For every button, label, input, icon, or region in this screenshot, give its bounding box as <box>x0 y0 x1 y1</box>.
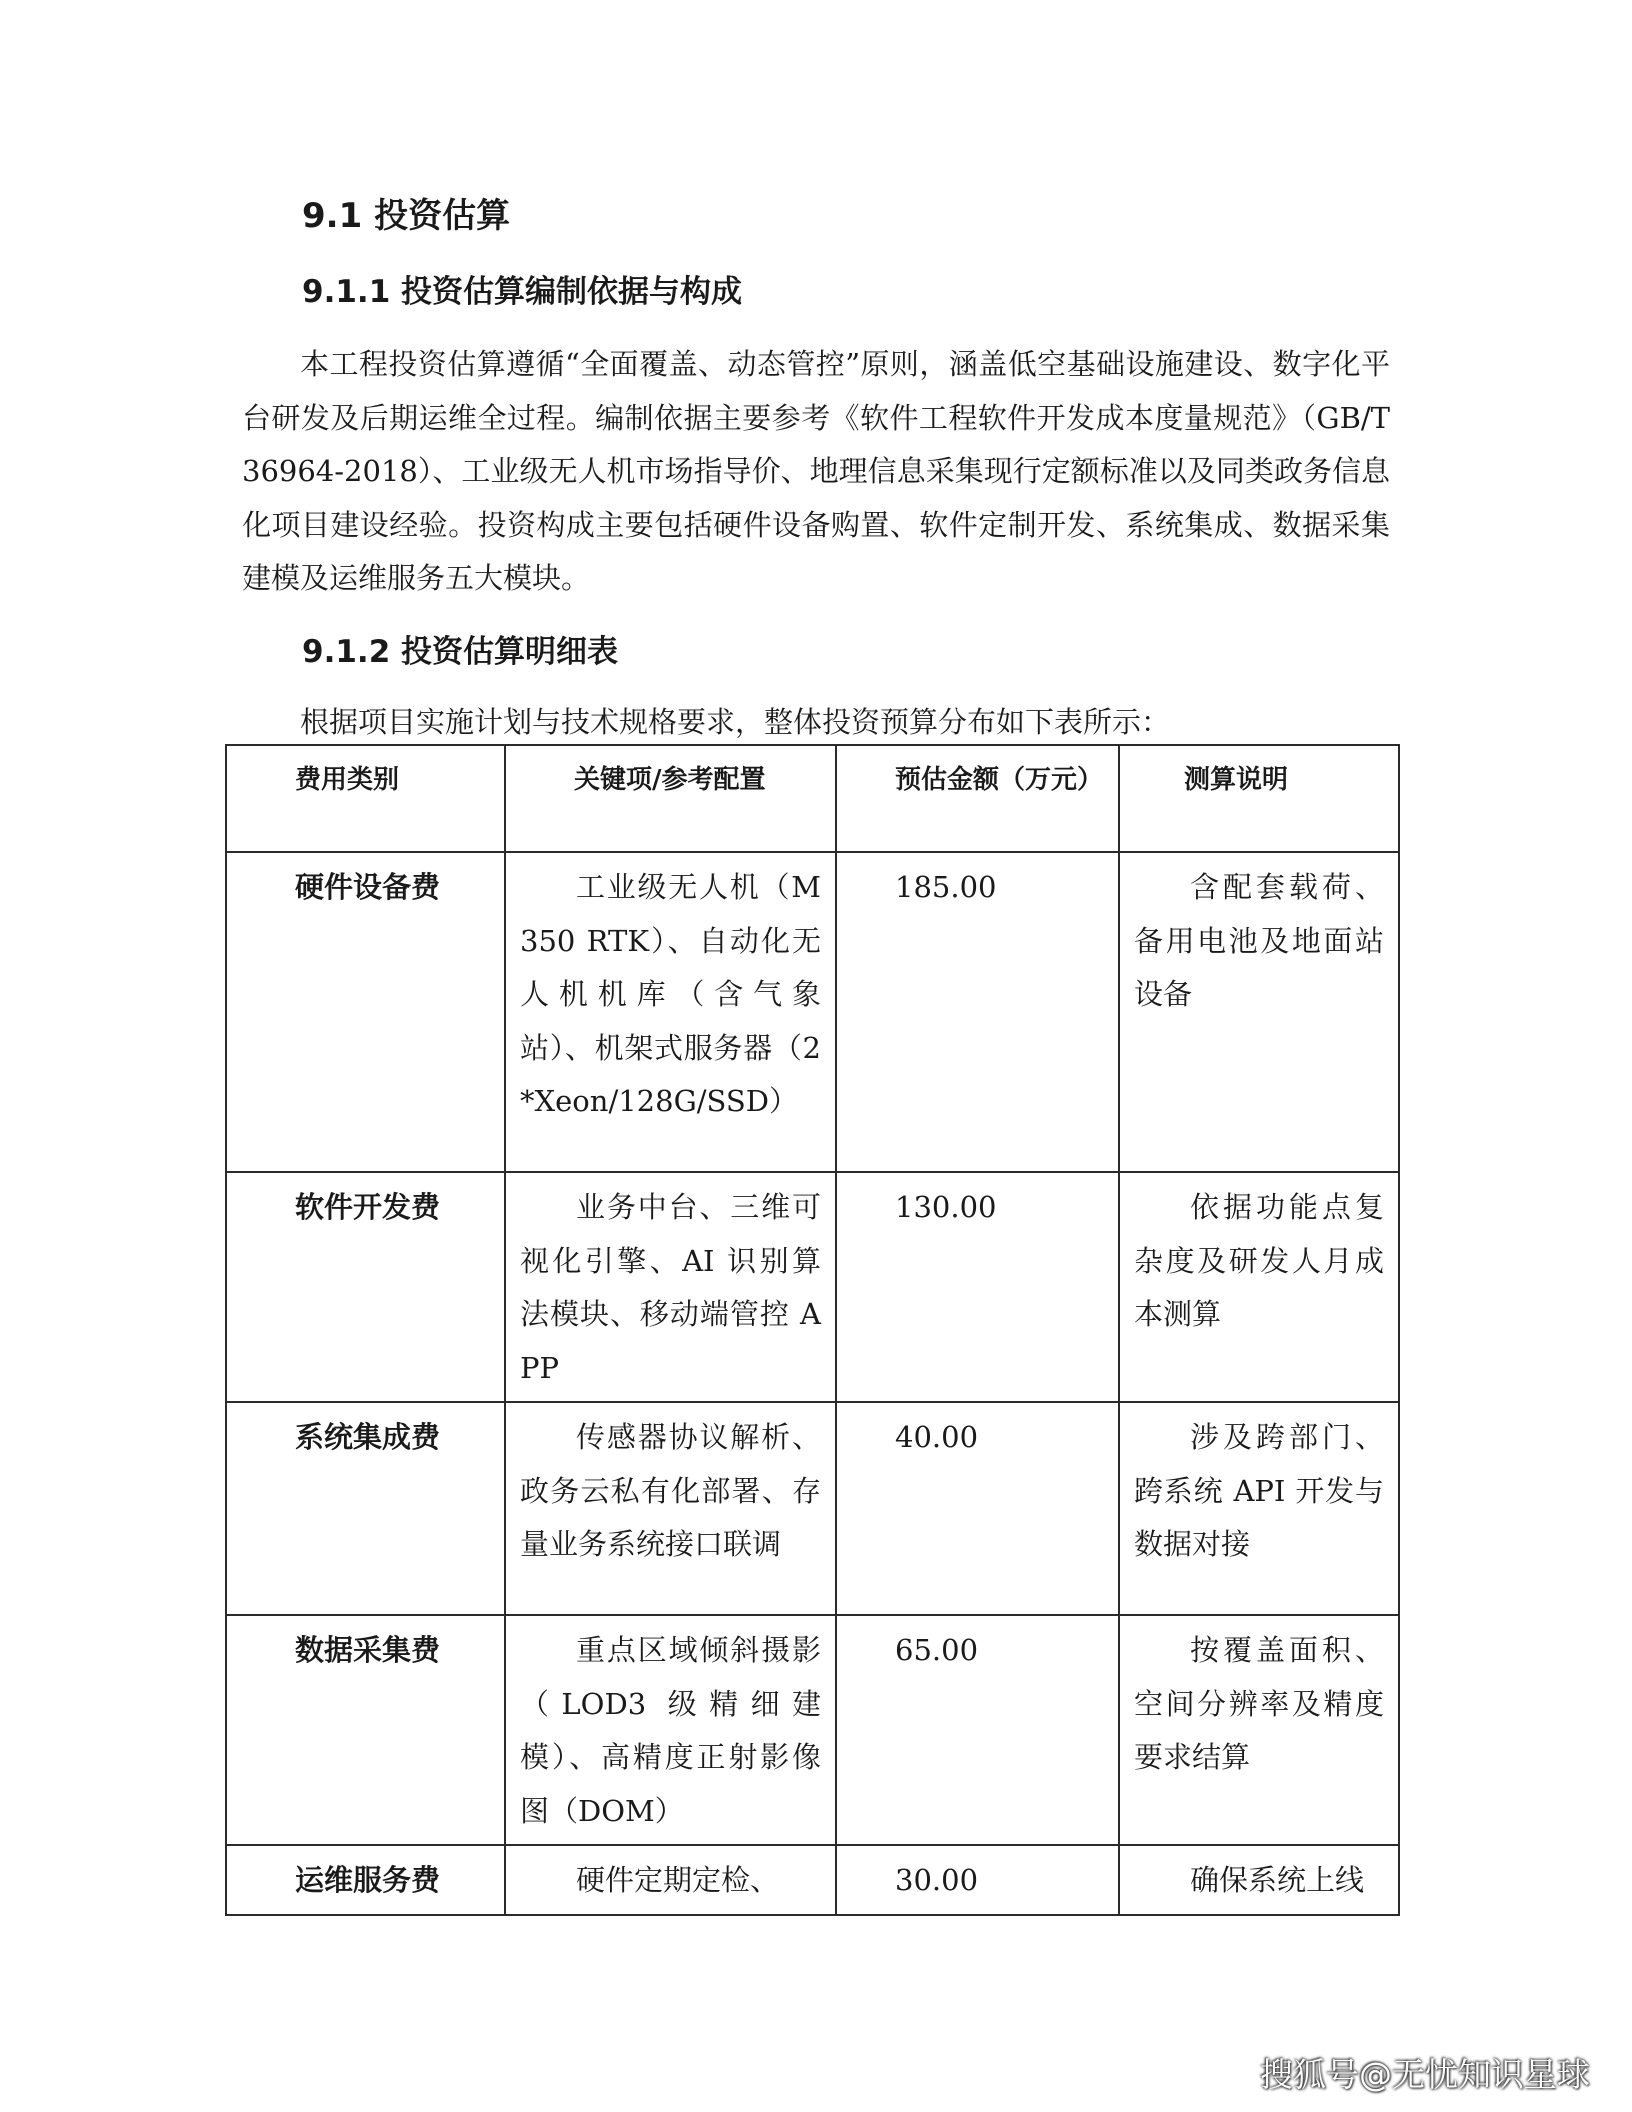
row-category: 软件开发费 <box>226 1172 505 1402</box>
subsection-title-detail: 9.1.2 投资估算明细表 <box>302 634 619 670</box>
basis-paragraph: 本工程投资估算遵循“全面覆盖、动态管控”原则，涵盖低空基础设施建设、数字化平台研发及后期运维全过程。编制依据主要参考《软件工程软件开发成本度量规范》（GB/T 36964-2018）、工业级无人机市场指导价、地理信息采集现行定额标准以及同类政务信息化项目建设经验。投资构成主要包括硬件设备购置、软件定制开发、系统集成、数据采集建模及运维服务五大模块。 <box>242 347 1390 595</box>
header-note: 测算说明 <box>1119 745 1399 852</box>
row-items: 工业级无人机（M350 RTK）、自动化无人机机库（含气象站）、机架式服务器（2*Xeon/128G/SSD） <box>505 852 836 1172</box>
row-items: 传感器协议解析、政务云私有化部署、存量业务系统接口联调 <box>505 1402 836 1615</box>
row-category: 运维服务费 <box>226 1845 505 1915</box>
row-note: 涉及跨部门、跨系统 API 开发与数据对接 <box>1119 1402 1399 1615</box>
row-items: 硬件定期定检、 <box>505 1845 836 1915</box>
row-category: 数据采集费 <box>226 1615 505 1845</box>
row-category: 硬件设备费 <box>226 852 505 1172</box>
row-note: 确保系统上线 <box>1119 1845 1399 1915</box>
table-row <box>226 1402 1399 1615</box>
investment-table <box>225 744 1400 1916</box>
row-note: 依据功能点复杂度及研发人月成本测算 <box>1119 1172 1399 1402</box>
row-category: 系统集成费 <box>226 1402 505 1615</box>
row-amount: 130.00 <box>836 1172 1119 1402</box>
row-note: 按覆盖面积、空间分辨率及精度要求结算 <box>1119 1615 1399 1845</box>
table-row <box>226 1615 1399 1845</box>
table-row <box>226 1845 1399 1915</box>
watermark-text: 搜狐号@无忧知识星球 <box>1260 2055 1590 2094</box>
subsection-title-basis: 9.1.1 投资估算编制依据与构成 <box>302 274 743 310</box>
table-header-row <box>226 745 1399 852</box>
row-items: 重点区域倾斜摄影（LOD3 级精细建模）、高精度正射影像图（DOM） <box>505 1615 836 1845</box>
row-amount: 40.00 <box>836 1402 1119 1615</box>
section-title: 9.1 投资估算 <box>302 196 511 236</box>
row-items: 业务中台、三维可视化引擎、AI 识别算法模块、移动端管控 APP <box>505 1172 836 1402</box>
row-note: 含配套载荷、备用电池及地面站设备 <box>1119 852 1399 1172</box>
row-amount: 30.00 <box>836 1845 1119 1915</box>
table-row <box>226 852 1399 1172</box>
table-intro: 根据项目实施计划与技术规格要求，整体投资预算分布如下表所示： <box>300 705 1171 739</box>
header-items: 关键项/参考配置 <box>505 745 836 852</box>
header-amount: 预估金额（万元） <box>836 745 1119 852</box>
row-amount: 65.00 <box>836 1615 1119 1845</box>
header-category: 费用类别 <box>226 745 505 852</box>
row-amount: 185.00 <box>836 852 1119 1172</box>
table-row <box>226 1172 1399 1402</box>
